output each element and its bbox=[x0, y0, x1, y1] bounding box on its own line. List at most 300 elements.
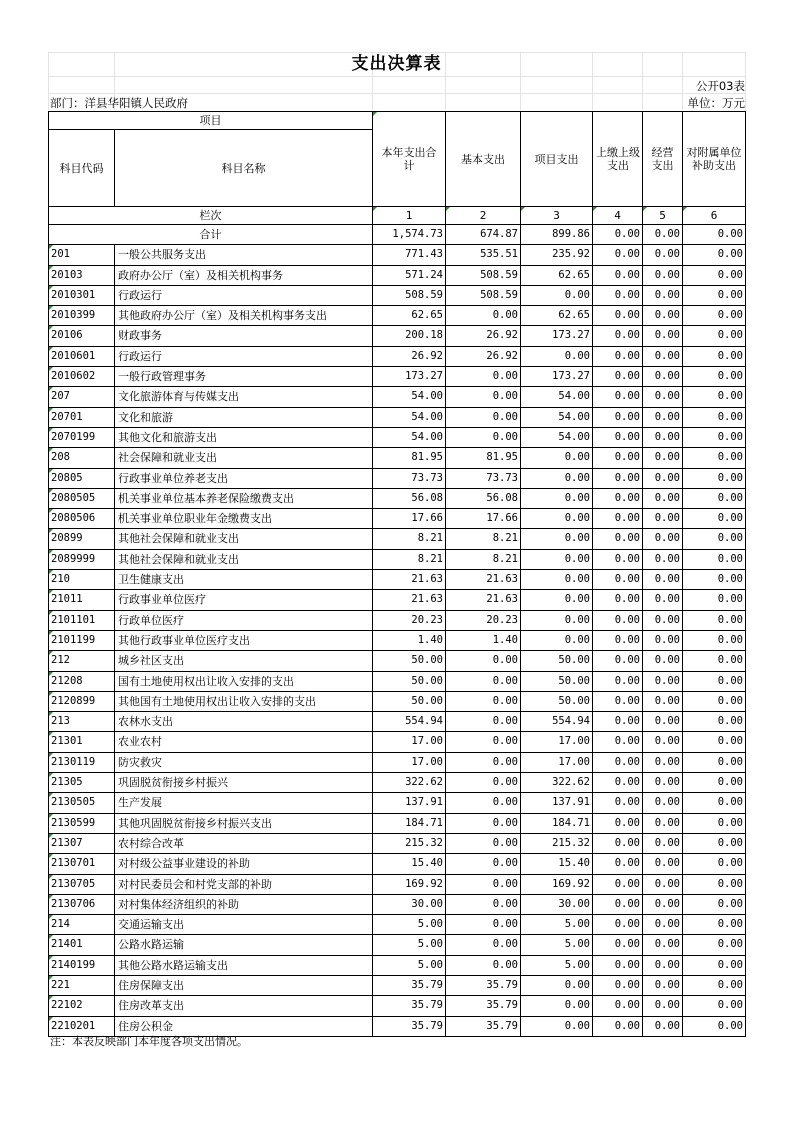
row-value: 0.00 bbox=[593, 367, 643, 387]
table-row bbox=[49, 691, 746, 711]
row-value: 21.63 bbox=[373, 570, 446, 590]
row-value: 0.00 bbox=[593, 610, 643, 630]
row-value: 0.00 bbox=[593, 732, 643, 752]
row-value: 0.00 bbox=[683, 955, 746, 975]
table-body bbox=[49, 225, 746, 1037]
row-code: 20103 bbox=[49, 265, 115, 285]
row-value: 0.00 bbox=[446, 306, 521, 326]
row-value: 0.00 bbox=[683, 610, 746, 630]
row-value: 81.95 bbox=[446, 448, 521, 468]
row-code: 213 bbox=[49, 712, 115, 732]
row-value: 0.00 bbox=[643, 367, 683, 387]
row-value: 0.00 bbox=[446, 427, 521, 447]
row-name: 巩固脱贫衔接乡村振兴 bbox=[115, 773, 373, 793]
table-row bbox=[49, 509, 746, 529]
row-value: 0.00 bbox=[593, 1016, 643, 1036]
row-value: 173.27 bbox=[521, 326, 593, 346]
row-value: 0.00 bbox=[521, 346, 593, 366]
row-value: 0.00 bbox=[593, 387, 643, 407]
row-value: 15.40 bbox=[521, 854, 593, 874]
row-value: 0.00 bbox=[683, 732, 746, 752]
table-row bbox=[49, 752, 746, 772]
row-value: 0.00 bbox=[521, 509, 593, 529]
row-value: 0.00 bbox=[643, 691, 683, 711]
row-value: 0.00 bbox=[521, 448, 593, 468]
row-value: 508.59 bbox=[373, 285, 446, 305]
table-row bbox=[49, 488, 746, 508]
row-code: 2120899 bbox=[49, 691, 115, 711]
row-value: 0.00 bbox=[446, 387, 521, 407]
row-value: 0.00 bbox=[683, 387, 746, 407]
row-value: 0.00 bbox=[683, 874, 746, 894]
row-value: 554.94 bbox=[521, 712, 593, 732]
table-row bbox=[49, 610, 746, 630]
row-value: 0.00 bbox=[683, 854, 746, 874]
row-value: 0.00 bbox=[643, 306, 683, 326]
total-value: 899.86 bbox=[521, 225, 593, 245]
row-name: 住房公积金 bbox=[115, 1016, 373, 1036]
lanci-index: 4 bbox=[593, 207, 643, 225]
header-project: 项目支出 bbox=[521, 112, 593, 207]
row-value: 35.79 bbox=[373, 996, 446, 1016]
row-value: 0.00 bbox=[643, 732, 683, 752]
row-value: 137.91 bbox=[373, 793, 446, 813]
row-value: 0.00 bbox=[643, 813, 683, 833]
row-value: 0.00 bbox=[683, 549, 746, 569]
row-value: 5.00 bbox=[521, 955, 593, 975]
row-value: 0.00 bbox=[643, 894, 683, 914]
row-value: 0.00 bbox=[643, 955, 683, 975]
row-value: 0.00 bbox=[593, 285, 643, 305]
table-row bbox=[49, 570, 746, 590]
table-row bbox=[49, 874, 746, 894]
row-name: 农村综合改革 bbox=[115, 833, 373, 853]
row-code: 2130599 bbox=[49, 813, 115, 833]
row-value: 0.00 bbox=[593, 996, 643, 1016]
row-code: 201 bbox=[49, 245, 115, 265]
row-name: 农业农村 bbox=[115, 732, 373, 752]
row-name: 行政事业单位养老支出 bbox=[115, 468, 373, 488]
lanci-row bbox=[49, 207, 746, 225]
row-name: 生产发展 bbox=[115, 793, 373, 813]
row-value: 0.00 bbox=[593, 468, 643, 488]
row-value: 0.00 bbox=[643, 245, 683, 265]
row-value: 0.00 bbox=[593, 813, 643, 833]
row-value: 20.23 bbox=[446, 610, 521, 630]
row-name: 其他行政事业单位医疗支出 bbox=[115, 630, 373, 650]
row-code: 21301 bbox=[49, 732, 115, 752]
header-subsidy: 对附属单位补助支出 bbox=[683, 112, 746, 207]
row-value: 0.00 bbox=[593, 265, 643, 285]
row-name: 行政事业单位医疗 bbox=[115, 590, 373, 610]
row-value: 0.00 bbox=[643, 975, 683, 995]
row-value: 26.92 bbox=[373, 346, 446, 366]
row-value: 50.00 bbox=[373, 651, 446, 671]
row-value: 1.40 bbox=[446, 630, 521, 650]
table-row bbox=[49, 549, 746, 569]
row-value: 56.08 bbox=[446, 488, 521, 508]
row-value: 0.00 bbox=[593, 427, 643, 447]
row-value: 0.00 bbox=[446, 793, 521, 813]
table-row bbox=[49, 529, 746, 549]
row-code: 2130119 bbox=[49, 752, 115, 772]
row-value: 5.00 bbox=[373, 915, 446, 935]
row-value: 0.00 bbox=[593, 509, 643, 529]
row-value: 0.00 bbox=[683, 813, 746, 833]
row-value: 73.73 bbox=[373, 468, 446, 488]
row-value: 0.00 bbox=[683, 570, 746, 590]
row-value: 0.00 bbox=[446, 955, 521, 975]
row-name: 卫生健康支出 bbox=[115, 570, 373, 590]
row-value: 0.00 bbox=[593, 955, 643, 975]
row-value: 0.00 bbox=[446, 915, 521, 935]
row-name: 文化旅游体育与传媒支出 bbox=[115, 387, 373, 407]
row-code: 2080505 bbox=[49, 488, 115, 508]
row-value: 0.00 bbox=[643, 529, 683, 549]
row-value: 322.62 bbox=[373, 773, 446, 793]
table-row bbox=[49, 346, 746, 366]
row-value: 35.79 bbox=[446, 1016, 521, 1036]
row-value: 73.73 bbox=[446, 468, 521, 488]
expenditure-table bbox=[48, 111, 746, 1037]
row-value: 0.00 bbox=[643, 874, 683, 894]
row-value: 5.00 bbox=[521, 915, 593, 935]
row-value: 5.00 bbox=[521, 935, 593, 955]
row-name: 其他公路水路运输支出 bbox=[115, 955, 373, 975]
row-name: 文化和旅游 bbox=[115, 407, 373, 427]
row-value: 0.00 bbox=[593, 975, 643, 995]
row-value: 0.00 bbox=[521, 488, 593, 508]
row-value: 0.00 bbox=[643, 671, 683, 691]
row-value: 0.00 bbox=[683, 975, 746, 995]
row-value: 8.21 bbox=[446, 549, 521, 569]
row-value: 571.24 bbox=[373, 265, 446, 285]
row-name: 行政运行 bbox=[115, 285, 373, 305]
row-value: 0.00 bbox=[643, 610, 683, 630]
row-value: 56.08 bbox=[373, 488, 446, 508]
row-name: 其他巩固脱贫衔接乡村振兴支出 bbox=[115, 813, 373, 833]
row-value: 137.91 bbox=[521, 793, 593, 813]
row-value: 0.00 bbox=[643, 854, 683, 874]
row-code: 2010602 bbox=[49, 367, 115, 387]
row-value: 26.92 bbox=[446, 326, 521, 346]
row-value: 1.40 bbox=[373, 630, 446, 650]
row-value: 0.00 bbox=[683, 367, 746, 387]
row-value: 54.00 bbox=[521, 407, 593, 427]
row-value: 0.00 bbox=[643, 427, 683, 447]
row-name: 社会保障和就业支出 bbox=[115, 448, 373, 468]
row-code: 207 bbox=[49, 387, 115, 407]
row-value: 0.00 bbox=[521, 285, 593, 305]
row-value: 0.00 bbox=[683, 326, 746, 346]
row-value: 17.00 bbox=[373, 732, 446, 752]
row-name: 一般公共服务支出 bbox=[115, 245, 373, 265]
total-value: 674.87 bbox=[446, 225, 521, 245]
row-value: 0.00 bbox=[643, 773, 683, 793]
row-value: 173.27 bbox=[521, 367, 593, 387]
row-value: 0.00 bbox=[593, 935, 643, 955]
row-value: 26.92 bbox=[446, 346, 521, 366]
row-name: 对村集体经济组织的补助 bbox=[115, 894, 373, 914]
row-value: 235.92 bbox=[521, 245, 593, 265]
row-value: 17.00 bbox=[373, 752, 446, 772]
lanci-index: 6 bbox=[683, 207, 746, 225]
row-value: 0.00 bbox=[683, 894, 746, 914]
row-value: 0.00 bbox=[521, 468, 593, 488]
row-value: 0.00 bbox=[643, 407, 683, 427]
row-value: 0.00 bbox=[643, 996, 683, 1016]
row-value: 0.00 bbox=[683, 407, 746, 427]
lanci-index: 2 bbox=[446, 207, 521, 225]
row-name: 财政事务 bbox=[115, 326, 373, 346]
row-value: 0.00 bbox=[683, 996, 746, 1016]
row-value: 5.00 bbox=[373, 955, 446, 975]
row-value: 0.00 bbox=[683, 448, 746, 468]
row-value: 0.00 bbox=[446, 813, 521, 833]
row-name: 其他社会保障和就业支出 bbox=[115, 529, 373, 549]
table-row bbox=[49, 407, 746, 427]
row-value: 54.00 bbox=[373, 427, 446, 447]
row-name: 住房改革支出 bbox=[115, 996, 373, 1016]
row-name: 国有土地使用权出让收入安排的支出 bbox=[115, 671, 373, 691]
row-value: 0.00 bbox=[446, 671, 521, 691]
row-value: 0.00 bbox=[593, 245, 643, 265]
row-value: 0.00 bbox=[593, 570, 643, 590]
row-name: 交通运输支出 bbox=[115, 915, 373, 935]
table-row bbox=[49, 367, 746, 387]
row-value: 0.00 bbox=[446, 752, 521, 772]
row-code: 2080506 bbox=[49, 509, 115, 529]
row-value: 0.00 bbox=[446, 773, 521, 793]
report-title: 支出决算表 bbox=[351, 54, 442, 74]
row-value: 0.00 bbox=[446, 854, 521, 874]
row-value: 21.63 bbox=[446, 590, 521, 610]
total-value: 0.00 bbox=[683, 225, 746, 245]
row-value: 0.00 bbox=[643, 935, 683, 955]
total-row bbox=[49, 225, 746, 245]
row-value: 0.00 bbox=[593, 529, 643, 549]
row-value: 0.00 bbox=[593, 915, 643, 935]
header-item-group: 项目 bbox=[49, 112, 373, 130]
row-value: 0.00 bbox=[446, 407, 521, 427]
row-value: 0.00 bbox=[683, 773, 746, 793]
row-value: 0.00 bbox=[643, 752, 683, 772]
row-value: 0.00 bbox=[521, 610, 593, 630]
row-code: 2130705 bbox=[49, 874, 115, 894]
row-value: 17.00 bbox=[521, 752, 593, 772]
row-value: 0.00 bbox=[593, 712, 643, 732]
row-value: 0.00 bbox=[643, 570, 683, 590]
row-value: 17.00 bbox=[521, 732, 593, 752]
row-value: 0.00 bbox=[683, 793, 746, 813]
row-code: 2070199 bbox=[49, 427, 115, 447]
row-value: 20.23 bbox=[373, 610, 446, 630]
row-code: 2010399 bbox=[49, 306, 115, 326]
row-value: 0.00 bbox=[446, 874, 521, 894]
row-value: 0.00 bbox=[643, 285, 683, 305]
row-value: 0.00 bbox=[446, 935, 521, 955]
row-value: 54.00 bbox=[373, 387, 446, 407]
row-value: 0.00 bbox=[683, 712, 746, 732]
row-value: 50.00 bbox=[521, 651, 593, 671]
row-value: 0.00 bbox=[683, 427, 746, 447]
row-code: 21011 bbox=[49, 590, 115, 610]
row-value: 0.00 bbox=[593, 488, 643, 508]
row-value: 0.00 bbox=[446, 732, 521, 752]
table-row bbox=[49, 975, 746, 995]
table-row bbox=[49, 448, 746, 468]
row-value: 0.00 bbox=[683, 285, 746, 305]
row-value: 0.00 bbox=[593, 793, 643, 813]
row-name: 其他国有土地使用权出让收入安排的支出 bbox=[115, 691, 373, 711]
row-value: 54.00 bbox=[373, 407, 446, 427]
row-value: 184.71 bbox=[373, 813, 446, 833]
row-value: 0.00 bbox=[593, 651, 643, 671]
row-value: 0.00 bbox=[643, 326, 683, 346]
table-row bbox=[49, 326, 746, 346]
row-code: 21208 bbox=[49, 671, 115, 691]
row-value: 0.00 bbox=[593, 407, 643, 427]
row-value: 535.51 bbox=[446, 245, 521, 265]
row-code: 20805 bbox=[49, 468, 115, 488]
row-value: 0.00 bbox=[643, 488, 683, 508]
row-value: 0.00 bbox=[593, 590, 643, 610]
row-value: 0.00 bbox=[643, 468, 683, 488]
form-code: 公开03表 bbox=[695, 79, 745, 93]
total-value: 1,574.73 bbox=[373, 225, 446, 245]
row-value: 0.00 bbox=[683, 691, 746, 711]
row-name: 行政单位医疗 bbox=[115, 610, 373, 630]
row-value: 21.63 bbox=[446, 570, 521, 590]
lanci-index: 3 bbox=[521, 207, 593, 225]
row-code: 20106 bbox=[49, 326, 115, 346]
row-value: 0.00 bbox=[683, 671, 746, 691]
table-row bbox=[49, 854, 746, 874]
table-row bbox=[49, 955, 746, 975]
row-name: 农林水支出 bbox=[115, 712, 373, 732]
row-value: 0.00 bbox=[643, 448, 683, 468]
total-label: 合计 bbox=[49, 225, 373, 245]
row-value: 50.00 bbox=[521, 691, 593, 711]
row-code: 2130701 bbox=[49, 854, 115, 874]
header-basic: 基本支出 bbox=[446, 112, 521, 207]
row-value: 62.65 bbox=[521, 265, 593, 285]
row-code: 212 bbox=[49, 651, 115, 671]
row-value: 0.00 bbox=[593, 671, 643, 691]
row-name: 一般行政管理事务 bbox=[115, 367, 373, 387]
row-code: 22102 bbox=[49, 996, 115, 1016]
row-value: 0.00 bbox=[643, 1016, 683, 1036]
row-name: 公路水路运输 bbox=[115, 935, 373, 955]
row-code: 2130706 bbox=[49, 894, 115, 914]
total-value: 0.00 bbox=[593, 225, 643, 245]
row-value: 0.00 bbox=[683, 915, 746, 935]
row-name: 住房保障支出 bbox=[115, 975, 373, 995]
row-value: 0.00 bbox=[643, 387, 683, 407]
row-value: 17.66 bbox=[373, 509, 446, 529]
table-row bbox=[49, 306, 746, 326]
row-value: 0.00 bbox=[593, 549, 643, 569]
row-value: 0.00 bbox=[593, 874, 643, 894]
row-value: 30.00 bbox=[521, 894, 593, 914]
header-business: 经营支出 bbox=[643, 112, 683, 207]
gridline bbox=[48, 93, 745, 94]
row-value: 0.00 bbox=[683, 529, 746, 549]
row-code: 21307 bbox=[49, 833, 115, 853]
row-name: 其他文化和旅游支出 bbox=[115, 427, 373, 447]
row-code: 2101199 bbox=[49, 630, 115, 650]
row-code: 2130505 bbox=[49, 793, 115, 813]
row-value: 0.00 bbox=[643, 712, 683, 732]
row-code: 210 bbox=[49, 570, 115, 590]
row-code: 208 bbox=[49, 448, 115, 468]
table-row bbox=[49, 245, 746, 265]
row-value: 0.00 bbox=[683, 265, 746, 285]
row-value: 0.00 bbox=[593, 448, 643, 468]
row-value: 0.00 bbox=[643, 346, 683, 366]
row-name: 机关事业单位职业年金缴费支出 bbox=[115, 509, 373, 529]
table-header bbox=[49, 112, 746, 225]
row-value: 8.21 bbox=[373, 549, 446, 569]
gridline bbox=[745, 52, 746, 110]
row-value: 0.00 bbox=[521, 590, 593, 610]
row-value: 54.00 bbox=[521, 427, 593, 447]
row-value: 8.21 bbox=[373, 529, 446, 549]
row-value: 0.00 bbox=[683, 488, 746, 508]
table-row bbox=[49, 285, 746, 305]
table-row bbox=[49, 651, 746, 671]
row-code: 20899 bbox=[49, 529, 115, 549]
gridline bbox=[48, 76, 745, 77]
row-value: 0.00 bbox=[683, 468, 746, 488]
row-name: 防灾救灾 bbox=[115, 752, 373, 772]
row-value: 30.00 bbox=[373, 894, 446, 914]
row-value: 554.94 bbox=[373, 712, 446, 732]
row-value: 0.00 bbox=[446, 894, 521, 914]
row-value: 0.00 bbox=[593, 346, 643, 366]
row-value: 8.21 bbox=[446, 529, 521, 549]
row-value: 0.00 bbox=[593, 326, 643, 346]
row-value: 200.18 bbox=[373, 326, 446, 346]
table-row bbox=[49, 813, 746, 833]
row-value: 50.00 bbox=[521, 671, 593, 691]
row-value: 35.79 bbox=[446, 996, 521, 1016]
row-value: 215.32 bbox=[521, 833, 593, 853]
row-value: 0.00 bbox=[643, 651, 683, 671]
row-value: 173.27 bbox=[373, 367, 446, 387]
row-value: 0.00 bbox=[643, 509, 683, 529]
table-row bbox=[49, 732, 746, 752]
lanci-index: 5 bbox=[643, 207, 683, 225]
row-value: 0.00 bbox=[643, 915, 683, 935]
row-value: 35.79 bbox=[373, 1016, 446, 1036]
row-code: 2010301 bbox=[49, 285, 115, 305]
row-value: 35.79 bbox=[446, 975, 521, 995]
row-code: 2140199 bbox=[49, 955, 115, 975]
lanci-label: 栏次 bbox=[49, 207, 373, 225]
row-value: 508.59 bbox=[446, 285, 521, 305]
row-value: 0.00 bbox=[521, 529, 593, 549]
row-value: 17.66 bbox=[446, 509, 521, 529]
total-value: 0.00 bbox=[643, 225, 683, 245]
row-value: 0.00 bbox=[593, 773, 643, 793]
row-value: 0.00 bbox=[643, 265, 683, 285]
row-name: 其他政府办公厅（室）及相关机构事务支出 bbox=[115, 306, 373, 326]
row-code: 2210201 bbox=[49, 1016, 115, 1036]
row-value: 50.00 bbox=[373, 671, 446, 691]
table-row bbox=[49, 427, 746, 447]
row-value: 0.00 bbox=[521, 549, 593, 569]
